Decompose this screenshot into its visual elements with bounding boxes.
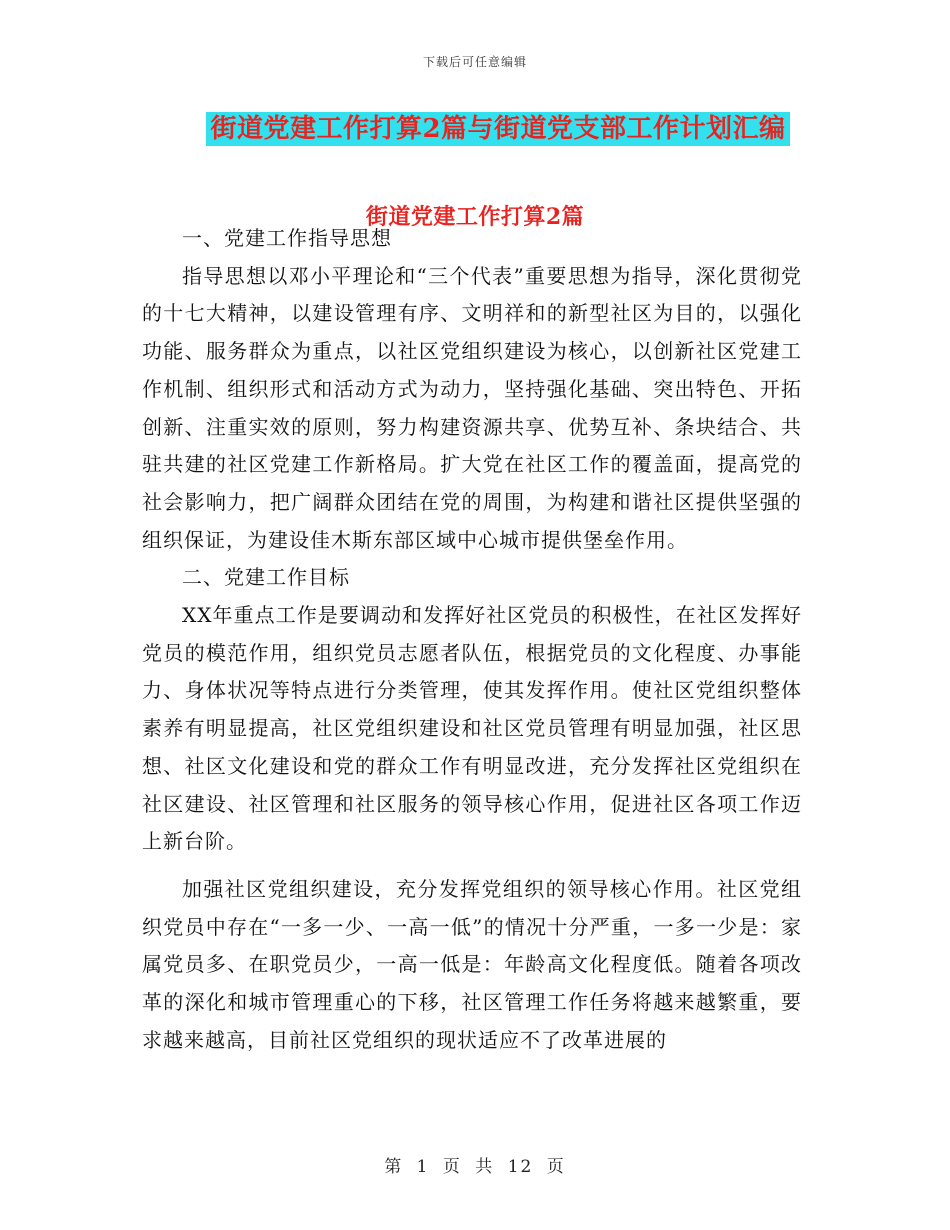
main-title-wrap <box>0 112 950 146</box>
paragraph-party-organization: 加强社区党组织建设，充分发挥党组织的领导核心作用。社区党组织党员中存在“一多一少、一高一低”的情况十分严重，一多一少是：家属党员多、在职党员少，一高一低是：年龄高文化程度低。随着各项改革的深化和城市管理重心的下移，社区管理工作任务将越来越繁重，要求越来越高，目前社区党组织的现状适应不了改革进展的 <box>142 876 802 1052</box>
page-number-footer: 第 1 页 共 12 页 <box>384 1157 566 1177</box>
header-note: 下载后可任意编辑 <box>422 55 527 69</box>
paragraph-work-goals: XX年重点工作是要调动和发挥好社区党员的积极性，在社区发挥好党员的模范作用，组织党员志愿者队伍，根据党员的文化程度、办事能力、身体状况等特点进行分类管理，使其发挥作用。使社区党组织整体素养有明显提高，社区党组织建设和社区党员管理有明显加强，社区思想、社区文化建设和党的群众工作有明显改进，充分发挥社区党组织在社区建设、社区管理和社区服务的领导核心作用，促进社区各项工作迈上新台阶。 <box>142 603 802 854</box>
document-body <box>142 220 802 1059</box>
main-title: 街道党建工作打算2篇与街道党支部工作计划汇编 <box>206 112 789 146</box>
sub-title: 街道党建工作打算2篇 <box>365 204 585 230</box>
section-heading-work-goals: 二、党建工作目标 <box>182 565 350 590</box>
section-heading-guiding-ideology: 一、党建工作指导思想 <box>182 226 392 250</box>
paragraph-guiding-ideology: 指导思想以邓小平理论和“三个代表”重要思想为指导，深化贯彻党的十七大精神，以建设管理有序、文明祥和的新型社区为目的，以强化功能、服务群众为重点，以社区党组织建设为核心，以创新社区党建工作机制、组织形式和活动方式为动力，坚持强化基础、突出特色、开拓创新、注重实效的原则，努力构建资源共享、优势互补、条块结合、共驻共建的社区党建工作新格局。扩大党在社区工作的覆盖面，提高党的社会影响力，把广阔群众团结在党的周围，为构建和谐社区提供坚强的组织保证，为建设佳木斯东部区域中心城市提供堡垒作用。 <box>142 263 802 552</box>
